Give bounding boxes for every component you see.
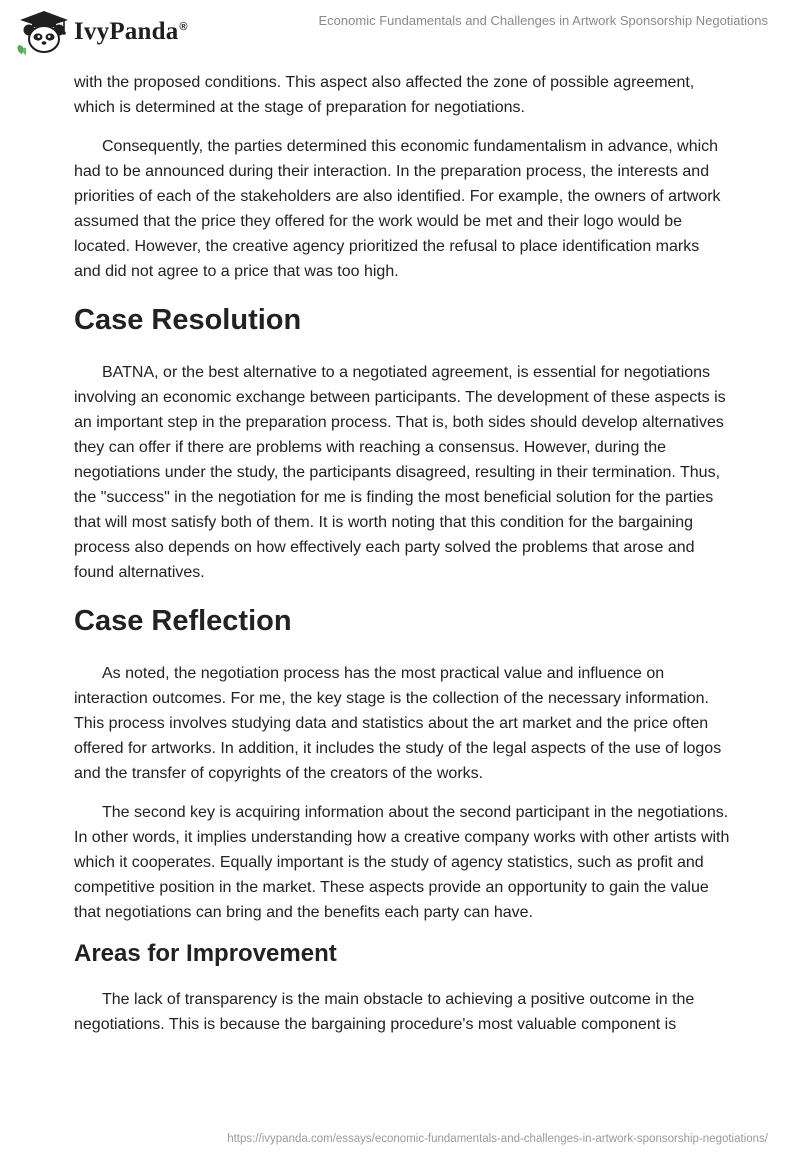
panda-graduate-icon: [14, 8, 72, 56]
paragraph-3: BATNA, or the best alternative to a negotiated agreement, is essential for negotiations involving an economic exchange between participants. The development of these aspects is an important step in the preparation process. That is, both sides should develop alternatives they can offer if there are problems with reaching a consensus. However, during the negotiations under the study, the participants disagreed, resulting in their termination. Thus, the "success" in the negotiation for me is finding the most beneficial solution for the parties that will most satisfy both of them. It is worth noting that this condition for the bargaining process also depends on how effectively each party solved the problems that arose and found alternatives.: [74, 364, 726, 581]
heading-areas-for-improvement: Areas for Improvement: [74, 940, 337, 967]
registered-mark: ®: [179, 20, 188, 33]
heading-case-reflection: Case Reflection: [74, 605, 292, 637]
logo-wordmark: IvyPanda®: [74, 18, 188, 45]
document-title: Economic Fundamentals and Challenges in Artwork Sponsorship Negotiations: [318, 13, 768, 28]
page-header: [0, 0, 800, 62]
heading-case-resolution: Case Resolution: [74, 304, 302, 336]
paragraph-6: The lack of transparency is the main obstacle to achieving a positive outcome in the negotiations. This is because the bargaining procedure's most valuable component is: [74, 991, 695, 1033]
paragraph-4: As noted, the negotiation process has the most practical value and influence on interaction outcomes. For me, the key stage is the collection of the necessary information. This process involves studying data and statistics about the art market and the price often offered for artworks. In addition, it includes the study of the legal aspects of the use of logos and the transfer of copyrights of the creators of the works.: [74, 665, 722, 782]
paragraph-1: with the proposed conditions. This aspect also affected the zone of possible agreement, which is determined at the stage of preparation for negotiations.: [74, 74, 695, 116]
paragraph-2: Consequently, the parties determined this economic fundamentalism in advance, which had to be announced during their interaction. In the preparation process, the interests and priorities of each of the stakeholders are also identified. For example, the owners of artwork assumed that the price they offered for the work would be met and their logo would be located. However, the creative agency prioritized the refusal to place identification marks and did not agree to a price that was too high.: [74, 138, 721, 280]
ivypanda-logo[interactable]: [14, 8, 188, 56]
source-url[interactable]: https://ivypanda.com/essays/economic-fundamentals-and-challenges-in-artwork-sponsorship-negotiations/: [227, 1133, 768, 1145]
essay-body: [74, 70, 730, 1051]
paragraph-5: The second key is acquiring information about the second participant in the negotiations. In other words, it implies understanding how a creative company works with other artists with which it cooperates. Equally important is the study of agency statistics, such as profit and competitive position in the market. These aspects provide an opportunity to gain the value that negotiations can bring and the benefits each party can have.: [74, 804, 730, 921]
